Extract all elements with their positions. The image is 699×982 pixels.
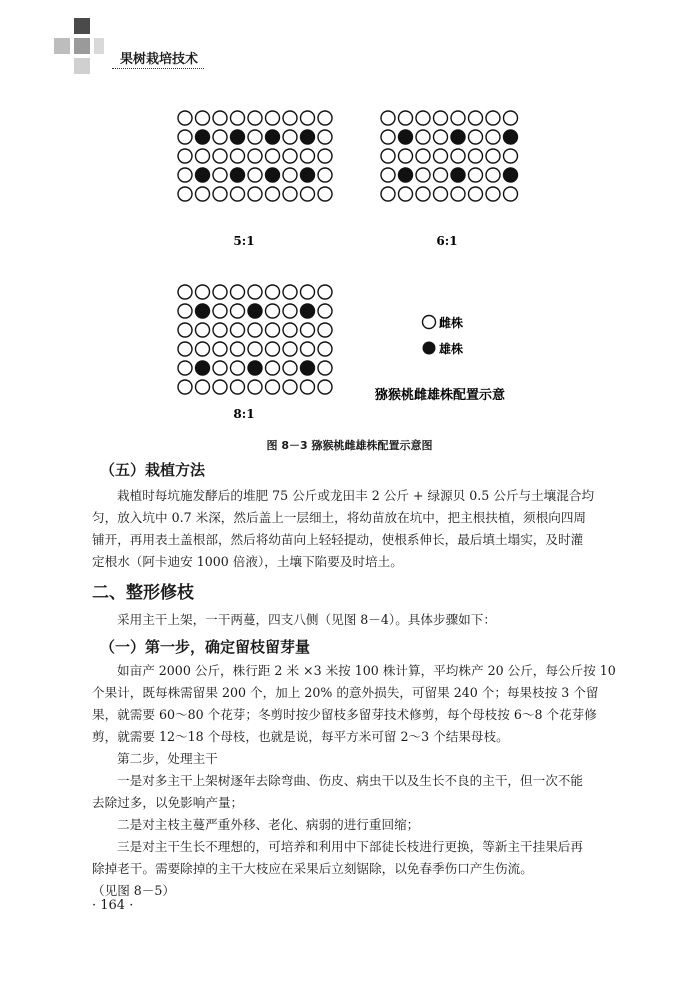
female-plant-marker xyxy=(213,323,227,337)
female-plant-marker xyxy=(416,149,430,163)
text-line: （见图 8－5） xyxy=(92,883,175,898)
female-plant-marker xyxy=(318,285,332,299)
female-plant-marker xyxy=(266,187,280,201)
grid-8-to-1 xyxy=(178,285,332,394)
female-plant-marker xyxy=(381,130,395,144)
legend-female-icon xyxy=(423,316,436,329)
female-plant-marker xyxy=(504,149,518,163)
step2-title: 第二步，处理主干 xyxy=(117,751,218,766)
text-line: 匀，放入坑中 0.7 米深，然后盖上一层细土，将幼苗放在坑中，把主根扶植，须根向四周 xyxy=(92,510,587,525)
female-plant-marker xyxy=(283,168,297,182)
female-plant-marker xyxy=(318,111,332,125)
header-squares-icon xyxy=(0,0,110,90)
female-plant-marker xyxy=(301,149,315,163)
male-plant-marker xyxy=(301,130,315,144)
female-plant-marker xyxy=(213,168,227,182)
female-plant-marker xyxy=(178,149,192,163)
male-plant-marker xyxy=(231,130,245,144)
female-plant-marker xyxy=(486,149,500,163)
female-plant-marker xyxy=(266,285,280,299)
text-line: 去除过多，以免影响产量； xyxy=(92,795,244,810)
female-plant-marker xyxy=(434,130,448,144)
female-plant-marker xyxy=(469,168,483,182)
male-plant-marker xyxy=(504,130,518,144)
step2-paragraph xyxy=(92,748,612,902)
female-plant-marker xyxy=(196,187,210,201)
female-plant-marker xyxy=(196,285,210,299)
male-plant-marker xyxy=(266,168,280,182)
female-plant-marker xyxy=(283,380,297,394)
female-plant-marker xyxy=(231,361,245,375)
female-plant-marker xyxy=(266,323,280,337)
male-plant-marker xyxy=(231,168,245,182)
grid-5-to-1 xyxy=(178,111,332,201)
female-plant-marker xyxy=(469,130,483,144)
male-plant-marker xyxy=(399,168,413,182)
female-plant-marker xyxy=(213,187,227,201)
male-plant-marker xyxy=(196,304,210,318)
female-plant-marker xyxy=(504,111,518,125)
figure-caption: 图 8－3 猕猴桃雌雄株配置示意图 xyxy=(266,439,433,452)
female-plant-marker xyxy=(318,323,332,337)
text-line: 二是对主枝主蔓严重外移、老化、病弱的进行重回缩； xyxy=(117,817,420,832)
female-plant-marker xyxy=(266,361,280,375)
page-number: · 164 · xyxy=(92,898,134,913)
female-plant-marker xyxy=(318,361,332,375)
female-plant-marker xyxy=(248,187,262,201)
step1-paragraph xyxy=(92,660,616,748)
female-plant-marker xyxy=(196,380,210,394)
female-plant-marker xyxy=(231,380,245,394)
female-plant-marker xyxy=(283,361,297,375)
female-plant-marker xyxy=(213,342,227,356)
legend-male-label: 雄株 xyxy=(439,342,464,356)
female-plant-marker xyxy=(283,285,297,299)
section-heading-planting: （五）栽植方法 xyxy=(100,461,206,479)
female-plant-marker xyxy=(416,111,430,125)
female-plant-marker xyxy=(231,149,245,163)
female-plant-marker xyxy=(178,304,192,318)
female-plant-marker xyxy=(248,323,262,337)
text-line: 除掉老干。需要除掉的主干大枝应在采果后立刻锯除，以免春季伤口产生伤流。 xyxy=(92,861,533,876)
female-plant-marker xyxy=(178,285,192,299)
female-plant-marker xyxy=(416,187,430,201)
ratio-label-8-1: 8:1 xyxy=(233,407,255,421)
female-plant-marker xyxy=(434,111,448,125)
female-plant-marker xyxy=(381,187,395,201)
ratio-label-6-1: 6:1 xyxy=(436,234,458,248)
planting-paragraph xyxy=(92,485,612,573)
female-plant-marker xyxy=(213,149,227,163)
female-plant-marker xyxy=(213,304,227,318)
male-plant-marker xyxy=(196,130,210,144)
female-plant-marker xyxy=(283,149,297,163)
female-plant-marker xyxy=(318,149,332,163)
female-plant-marker xyxy=(434,168,448,182)
female-plant-marker xyxy=(178,111,192,125)
female-plant-marker xyxy=(178,342,192,356)
female-plant-marker xyxy=(213,130,227,144)
female-plant-marker xyxy=(231,285,245,299)
female-plant-marker xyxy=(399,149,413,163)
text-line: 定根水（阿卡迪安 1000 倍液），土壤下陷要及时培土。 xyxy=(92,554,403,569)
female-plant-marker xyxy=(266,342,280,356)
grid-6-to-1 xyxy=(381,111,518,201)
female-plant-marker xyxy=(301,380,315,394)
female-plant-marker xyxy=(266,304,280,318)
female-plant-marker xyxy=(381,111,395,125)
female-plant-marker xyxy=(381,168,395,182)
female-plant-marker xyxy=(266,111,280,125)
female-plant-marker xyxy=(318,130,332,144)
female-plant-marker xyxy=(231,111,245,125)
text-line: 采用主干上架，一干两蔓，四支八侧（见图 8－4）。具体步骤如下： xyxy=(117,612,496,627)
female-plant-marker xyxy=(283,130,297,144)
female-plant-marker xyxy=(283,111,297,125)
running-header-title: 果树栽培技术 xyxy=(120,52,199,67)
female-plant-marker xyxy=(469,187,483,201)
female-plant-marker xyxy=(318,342,332,356)
female-plant-marker xyxy=(196,111,210,125)
section-heading-step1: （一）第一步，确定留枝留芽量 xyxy=(100,638,311,656)
female-plant-marker xyxy=(318,304,332,318)
female-plant-marker xyxy=(434,149,448,163)
female-plant-marker xyxy=(178,130,192,144)
female-plant-marker xyxy=(283,187,297,201)
female-plant-marker xyxy=(231,304,245,318)
female-plant-marker xyxy=(283,342,297,356)
female-plant-marker xyxy=(248,149,262,163)
female-plant-marker xyxy=(416,168,430,182)
female-plant-marker xyxy=(451,187,465,201)
female-plant-marker xyxy=(416,130,430,144)
female-plant-marker xyxy=(318,187,332,201)
female-plant-marker xyxy=(399,187,413,201)
female-plant-marker xyxy=(231,342,245,356)
female-plant-marker xyxy=(469,149,483,163)
female-plant-marker xyxy=(486,168,500,182)
female-plant-marker xyxy=(178,323,192,337)
female-plant-marker xyxy=(266,380,280,394)
female-plant-marker xyxy=(248,342,262,356)
male-plant-marker xyxy=(399,130,413,144)
female-plant-marker xyxy=(248,168,262,182)
female-plant-marker xyxy=(248,111,262,125)
female-plant-marker xyxy=(301,323,315,337)
male-plant-marker xyxy=(248,304,262,318)
text-line: 栽植时每坑施发酵后的堆肥 75 公斤或龙田丰 2 公斤 + 绿源贝 0.5 公斤与土壤混合均 xyxy=(117,488,595,503)
female-plant-marker xyxy=(231,187,245,201)
female-plant-marker xyxy=(213,111,227,125)
male-plant-marker xyxy=(451,130,465,144)
female-plant-marker xyxy=(469,111,483,125)
female-plant-marker xyxy=(213,361,227,375)
text-line: 剪，就需要 12～18 个母枝，也就是说，每平方米可留 2～3 个结果母枝。 xyxy=(92,729,509,744)
figure-8-3 xyxy=(170,100,538,422)
female-plant-marker xyxy=(283,323,297,337)
kiwi-planting-diagram xyxy=(170,100,538,422)
male-plant-marker xyxy=(196,168,210,182)
female-plant-marker xyxy=(318,168,332,182)
female-plant-marker xyxy=(301,285,315,299)
female-plant-marker xyxy=(301,342,315,356)
figure-inner-title: 猕猴桃雌雄株配置示意 xyxy=(375,388,506,403)
female-plant-marker xyxy=(178,380,192,394)
legend-female-label: 雌株 xyxy=(439,316,464,330)
female-plant-marker xyxy=(248,380,262,394)
female-plant-marker xyxy=(504,187,518,201)
text-line: 如亩产 2000 公斤，株行距 2 米 ×3 米按 100 株计算，平均株产 20 公斤，每公斤按 10 xyxy=(117,663,616,678)
male-plant-marker xyxy=(301,361,315,375)
text-line: 三是对主干生长不理想的，可培养和利用中下部徒长枝进行更换，等新主干挂果后再 xyxy=(117,839,583,854)
male-plant-marker xyxy=(301,168,315,182)
chapter-heading-pruning: 二、整形修枝 xyxy=(92,583,194,603)
female-plant-marker xyxy=(301,187,315,201)
female-plant-marker xyxy=(486,130,500,144)
female-plant-marker xyxy=(248,285,262,299)
pruning-intro xyxy=(117,609,496,631)
female-plant-marker xyxy=(381,149,395,163)
female-plant-marker xyxy=(248,130,262,144)
text-line: 铺开，再用表土盖根部，然后将幼苗向上轻轻提动，使根系伸长，最后填土塌实，及时灌 xyxy=(92,532,584,547)
male-plant-marker xyxy=(248,361,262,375)
male-plant-marker xyxy=(504,168,518,182)
female-plant-marker xyxy=(283,304,297,318)
female-plant-marker xyxy=(451,149,465,163)
female-plant-marker xyxy=(399,111,413,125)
female-plant-marker xyxy=(178,187,192,201)
ratio-label-5-1: 5:1 xyxy=(233,234,255,248)
female-plant-marker xyxy=(213,285,227,299)
female-plant-marker xyxy=(196,149,210,163)
female-plant-marker xyxy=(451,111,465,125)
female-plant-marker xyxy=(231,323,245,337)
female-plant-marker xyxy=(178,361,192,375)
female-plant-marker xyxy=(213,380,227,394)
female-plant-marker xyxy=(301,111,315,125)
header-dotted-rule xyxy=(112,68,204,69)
male-plant-marker xyxy=(196,361,210,375)
text-line: 一是对多主干上架树逐年去除弯曲、伤皮、病虫干以及生长不良的主干，但一次不能 xyxy=(117,773,583,788)
female-plant-marker xyxy=(266,149,280,163)
male-plant-marker xyxy=(451,168,465,182)
male-plant-marker xyxy=(266,130,280,144)
female-plant-marker xyxy=(486,111,500,125)
female-plant-marker xyxy=(178,168,192,182)
female-plant-marker xyxy=(318,380,332,394)
female-plant-marker xyxy=(434,187,448,201)
male-plant-marker xyxy=(301,304,315,318)
female-plant-marker xyxy=(486,187,500,201)
legend-male-icon xyxy=(423,342,436,355)
female-plant-marker xyxy=(196,342,210,356)
text-line: 个果计，既每株需留果 200 个，加上 20% 的意外损失，可留果 240 个；每果枝按 3 个留 xyxy=(92,685,599,700)
text-line: 果，就需要 60～80 个花芽；冬剪时按少留枝多留芽技术修剪，每个母枝按 6～8 个花芽修 xyxy=(92,707,597,722)
female-plant-marker xyxy=(196,323,210,337)
